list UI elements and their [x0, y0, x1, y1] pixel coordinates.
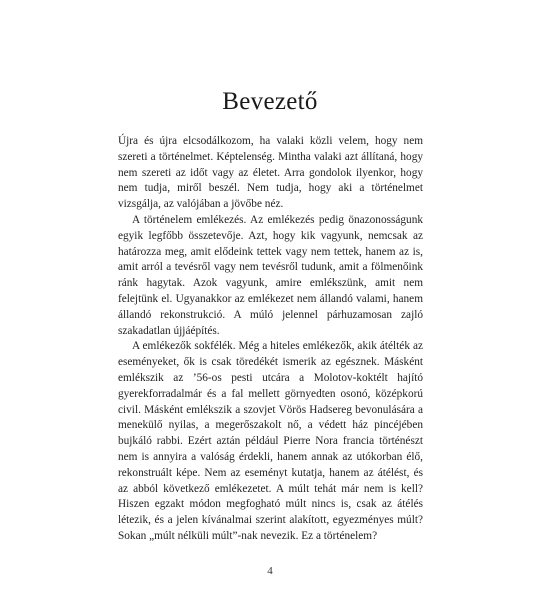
paragraph-3: A emlékezők sokfélék. Még a hiteles emlékezők, akik átélték az eseményeket, ők is csak töredékét ismerik az egésznek. Másként emlékszik az ’56-os pesti utcára a Molotov-koktélt hajító gyerekforradalmár és a fal mellett görnyedten osonó, középkorú civil. Másként emlékszik a szovjet Vörös Hadsereg bevonulására a menekülő nyilas, a megerőszakolt nő, a védett ház pincéjében bujkáló rabbi. Ezért aztán például Pierre Nora francia történészt nem is annyira a valóság érdekli, hanem annak az utókorban élő, rekonstruált képe. Nem az eseményt kutatja, hanem az átélést, és az abból következő emlékezetet. A múlt tehát már nem is kell? Hiszen egzakt módon megfogható múlt nincs is, csak az átélés létezik, és a jelen kívánalmai szerint alakított, egyezményes múlt? Sokan „múlt nélküli múlt”-nak nevezik. Ez a történelem? — [118, 340, 423, 542]
paragraph-1: Újra és újra elcsodálkozom, ha valaki közli velem, hogy nem szereti a történelmet. Képtelenség. Mintha valaki azt állítaná, hogy nem szereti az időt vagy az életet. Arra gondolok ilyenkor, hogy nem tudja, miről beszél. Nem tudja, hogy aki a történelmet vizsgálja, az valójában a jövőbe néz. — [118, 135, 423, 211]
chapter-title: Bevezető — [222, 88, 318, 115]
page-number: 4 — [267, 565, 273, 577]
paragraph-2: A történelem emlékezés. Az emlékezés pedig önazonosságunk egyik legfőbb összetevője. Azt, hogy kik vagyunk, nemcsak az határozza meg, amit elődeink tettek vagy nem tettek, hanem az is, amit arról a tevésről vagy nem tevésről tudunk, amit a fölmenőink ránk hagytak. Azok vagyunk, amire emlékszünk, amit nem felejtünk el. Ugyanakkor az emlékezet nem állandó valami, hanem állandó rekonstrukció. A múló jelennel párhuzamosan zajló szakadatlan újjáépítés. — [118, 213, 423, 337]
chapter-body — [118, 134, 423, 545]
